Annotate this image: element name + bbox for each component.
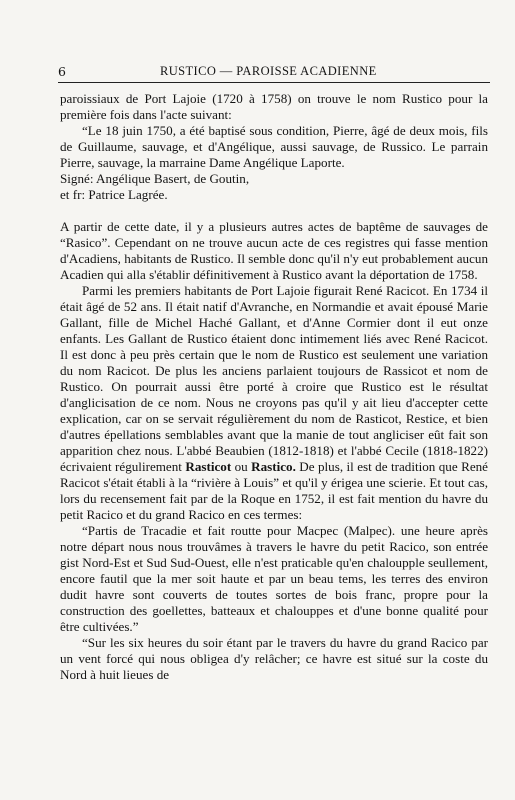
quote-grand-racico: “Sur les six heures du soir étant par le travers du havre du grand Racico par un vent forcé qui nous obligea d'y relâcher; ce havre est situé sur la coste du Nord à huit lieues de [60,635,488,682]
quote-petit-racico: “Partis de Tracadie et fait routte pour Macpec (Malpec). une heure après notre départ nous nous trouvâmes à travers le havre du petit Racico, son entrée gist Nord-Est et Sud Sud-Ouest, elle n'est praticable qu'en chaloupple seullement, encore fautil que la mer soit haute et par un beau tems, les terres des environ dudit havre sont couverts de toutes sortes de bois franc, propre pour la construction des goellettes, batteaux et chalouppes et d'une bonne qualité pour être cultivées.” [60,523,488,634]
word-ou: ou [231,459,252,474]
paragraph-racicot [60,283,488,523]
header-rule [58,82,490,83]
bold-rastico: Rastico. [251,459,296,474]
quote-baptism-act: “Le 18 juin 1750, a été baptisé sous condition, Pierre, âgé de deux mois, fils de Guillaume, sauvage, et d'Angélique, aussi sauvage, de Russico. Le parrain Pierre, sauvage, la marraine Dame Angélique Laporte. [60,123,488,170]
paragraph-rasico: A partir de cette date, il y a plusieurs autres actes de baptême de sauvages de “Rasico”. Cependant on ne trouve aucun acte de ces registres qui fasse mention d'Acadiens, habitants de Rustico. Il semble donc qu'il n'y eut probablement aucun Acadien qui alla s'établir définitivement à Rustico avant la déportation de 1758. [60,219,488,282]
paragraph-continuation: paroissiaux de Port Lajoie (1720 à 1758) on trouve le nom Rustico pour la première fois dans l'acte suivant: [60,91,488,122]
paragraph-gap [60,203,488,219]
paragraph-racicot-text-a: Parmi les premiers habitants de Port Lajoie figurait René Racicot. En 1734 il était âgé de 52 ans. Il était natif d'Avranche, en Normandie et avait épousé Marie Gallant, fille de Michel Haché Gallant, et d'Anne Cormier dont il eut onze enfants. Les Gallant de Rustico étaient donc intimement liés avec René Racicot. Il est donc à peu près certain que le nom de Rustico est seulement une variation du nom Racicot. De plus les anciens parlaient toujours de Rassicot et nom de Rustico. On pourrait aussi être porté à croire que Rustico est le résultat d'anglicisation de ce nom. Nous ne croyons pas qu'il y ait lieu d'accepter cette explication, car on se servait régulièrement du nom de Rasticot, Restice, et bien d'autres épellations semblables avant que la manie de tout angliciser eût fait son apparition chez nous. L'abbé Beaubien (1812-1818) et l'abbé Cecile (1818-1822) écrivaient régulirement [60,283,488,474]
bold-rasticot: Rasticot [185,459,232,474]
signature-line-1: Signé: Angélique Basert, de Goutin, [60,171,250,186]
paragraph-racicot-text-b: De plus, il est de tradition que René Racicot s'était établi à la “rivière à Louis” et qu'il y érigea une scierie. Et tout cas, lors du recensement fait par de la Roque en 1752, il est fait mention du havre du petit Racico et du grand Racico en ces termes: [60,459,488,522]
running-title: RUSTICO — PAROISSE ACADIENNE [160,64,377,78]
signature-line-2: et fr: Patrice Lagrée. [60,187,168,202]
page-body [60,91,488,683]
page-number: 6 [58,64,67,79]
